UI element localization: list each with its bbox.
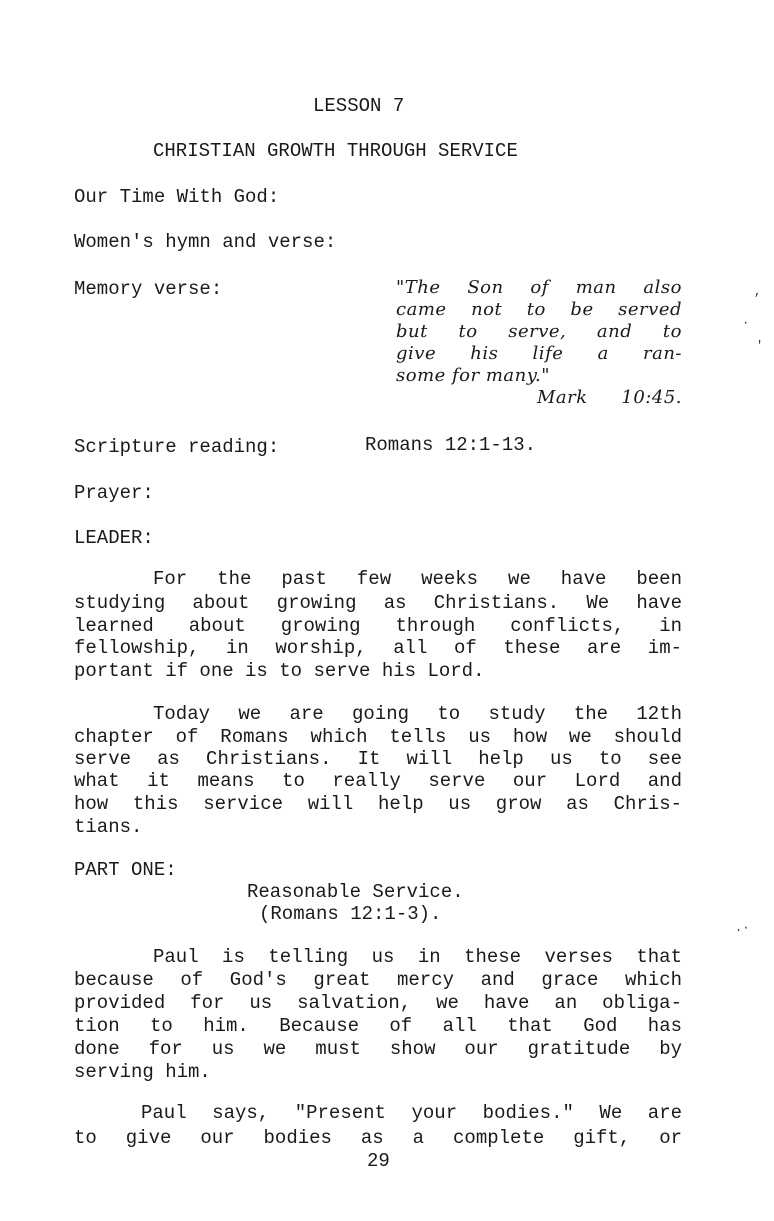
leader-label: LEADER: <box>74 527 154 549</box>
memory-verse-line: give his life a ran- <box>396 343 682 364</box>
scan-speck: , <box>754 285 762 299</box>
text-line: learned about growing through conflicts, in <box>74 615 682 637</box>
lesson-title: CHRISTIAN GROWTH THROUGH SERVICE <box>153 140 518 162</box>
part-one-heading: Reasonable Service. <box>247 881 464 903</box>
memory-verse-line: but to serve, and to <box>396 321 682 342</box>
time-with-god-label: Our Time With God: <box>74 186 280 208</box>
text-line: to give our bodies as a complete gift, or <box>74 1127 682 1149</box>
text-line: done for us we must show our gratitude by <box>74 1038 682 1060</box>
text-line: because of God's great mercy and grace which <box>74 969 682 991</box>
hymn-label: Women's hymn and verse: <box>74 231 337 253</box>
text-line: chapter of Romans which tells us how we should <box>74 726 682 748</box>
text-line: Paul says, "Present your bodies." We are <box>141 1102 682 1124</box>
scan-speck: ' <box>756 339 764 353</box>
scan-speck: · <box>742 316 750 330</box>
memory-verse-line: "The Son of man also <box>396 277 682 298</box>
text-line: Paul is telling us in these verses that <box>153 946 682 968</box>
text-line: provided for us salvation, we have an obliga- <box>74 992 682 1014</box>
scripture-reference: Romans 12:1-13. <box>365 434 537 456</box>
text-line: what it means to really serve our Lord and <box>74 770 682 792</box>
page-number: 29 <box>367 1150 390 1172</box>
text-line: serving him. <box>74 1061 211 1083</box>
text-line: serve as Christians. It will help us to see <box>74 748 682 770</box>
text-line: how this service will help us grow as Chris- <box>74 793 682 815</box>
memory-verse-label: Memory verse: <box>74 278 223 300</box>
lesson-label: LESSON 7 <box>313 95 405 117</box>
text-line: Today we are going to study the 12th <box>153 703 682 725</box>
text-line: fellowship, in worship, all of these are im- <box>74 637 682 659</box>
part-one-label: PART ONE: <box>74 859 177 881</box>
prayer-label: Prayer: <box>74 482 154 504</box>
memory-verse-reference: Mark 10:45. <box>537 387 682 408</box>
part-one-reference: (Romans 12:1-3). <box>259 903 442 925</box>
text-line: tion to him. Because of all that God has <box>74 1015 682 1037</box>
memory-verse-line: some for many." <box>396 365 551 386</box>
scan-speck: .· <box>735 921 750 935</box>
scripture-reading-label: Scripture reading: <box>74 436 280 458</box>
text-line: portant if one is to serve his Lord. <box>74 660 485 682</box>
text-line: For the past few weeks we have been <box>153 568 682 590</box>
memory-verse-line: came not to be served <box>396 299 682 320</box>
text-line: studying about growing as Christians. We have <box>74 592 682 614</box>
text-line: tians. <box>74 816 143 838</box>
